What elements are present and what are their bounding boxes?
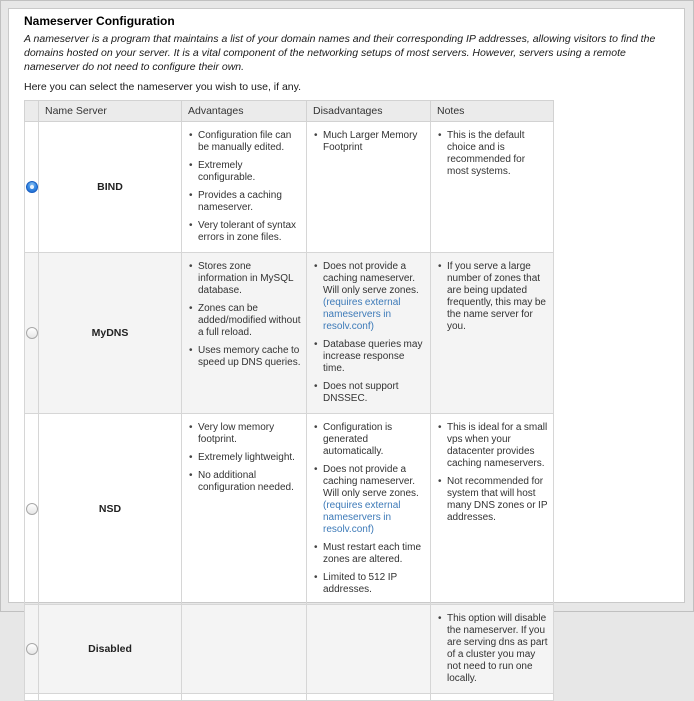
table-header-row xyxy=(25,101,554,122)
bullet-text: Does not support DNSSEC. xyxy=(323,381,399,404)
advantages-cell-disabled xyxy=(182,605,307,694)
radio-disabled[interactable] xyxy=(26,643,38,655)
bullet-text: No additional configuration needed. xyxy=(198,470,294,493)
bullet-text: Zones can be added/modified without a full reload. xyxy=(198,303,301,338)
bullet-text: Extremely lightweight. xyxy=(198,452,295,463)
advantages-cell-mydns xyxy=(182,253,307,414)
bullet-item xyxy=(437,613,549,685)
bullet-item xyxy=(188,422,302,446)
nameserver-config-panel xyxy=(8,8,685,684)
bullet-item xyxy=(188,160,302,184)
notes-cell-nsd xyxy=(431,414,554,605)
radio-mydns[interactable] xyxy=(26,327,38,339)
bullet-text: Must restart each time zones are altered. xyxy=(323,542,422,565)
bullet-text: Extremely configurable. xyxy=(198,160,256,183)
nameserver-table xyxy=(24,100,554,701)
filler-cell xyxy=(25,694,39,701)
filler-cell xyxy=(39,694,182,701)
bullet-text: Limited to 512 IP addresses. xyxy=(323,572,397,595)
notes-cell-mydns xyxy=(431,253,554,414)
column-header-notes: Notes xyxy=(431,101,554,122)
disadvantages-cell-nsd xyxy=(307,414,431,605)
bullet-text: Configuration is generated automatically. xyxy=(323,422,393,457)
bullet-item xyxy=(437,476,549,524)
bullet-item xyxy=(188,303,302,339)
bullet-item xyxy=(313,339,426,375)
advantages-cell-nsd xyxy=(182,414,307,605)
column-header-name-server: Name Server xyxy=(39,101,182,122)
resolv-conf-link[interactable]: (requires external nameservers in resolv.conf) xyxy=(323,297,401,332)
filler-cell xyxy=(431,694,554,701)
bullet-item xyxy=(313,464,426,536)
filler-cell xyxy=(182,694,307,701)
bullet-text: This is ideal for a small vps when your datacenter provides caching nameservers. xyxy=(447,422,548,469)
advantages-cell-bind xyxy=(182,122,307,253)
radio-cell-disabled xyxy=(25,605,39,694)
bullet-item xyxy=(313,542,426,566)
bullet-text: Provides a caching nameserver. xyxy=(198,190,282,213)
nameserver-row-disabled xyxy=(25,605,554,694)
nameserver-name-bind: BIND xyxy=(39,122,182,253)
bullet-item xyxy=(188,190,302,214)
disadvantages-cell-disabled xyxy=(307,605,431,694)
bullet-text: Database queries may increase response time. xyxy=(323,339,423,374)
radio-bind-selected[interactable] xyxy=(26,181,38,193)
bullet-text: Does not provide a caching nameserver. Will only serve zones. xyxy=(323,464,419,499)
bullet-item xyxy=(313,572,426,596)
radio-cell-bind xyxy=(25,122,39,253)
bullet-item xyxy=(437,422,549,470)
radio-nsd[interactable] xyxy=(26,503,38,515)
table-filler-row xyxy=(25,694,554,701)
bullet-text: If you serve a large number of zones that are being updated frequently, this may be the name server for you. xyxy=(447,261,546,332)
nameserver-row-bind xyxy=(25,122,554,253)
radio-column-header xyxy=(25,101,39,122)
bullet-text: Does not provide a caching nameserver. Will only serve zones. xyxy=(323,261,419,296)
bullet-text: Very tolerant of syntax errors in zone files. xyxy=(198,220,297,243)
disadvantages-cell-mydns xyxy=(307,253,431,414)
bullet-text: This is the default choice and is recommended for most systems. xyxy=(447,130,526,177)
bullet-text: Configuration file can be manually edited. xyxy=(198,130,292,153)
radio-cell-mydns xyxy=(25,253,39,414)
bullet-item xyxy=(188,220,302,244)
bullet-text: Very low memory footprint. xyxy=(198,422,275,445)
bullet-text: Much Larger Memory Footprint xyxy=(323,130,418,153)
filler-cell xyxy=(307,694,431,701)
bullet-item xyxy=(313,130,426,154)
selection-instruction: Here you can select the nameserver you wish to use, if any. xyxy=(24,81,302,93)
nameserver-row-mydns xyxy=(25,253,554,414)
notes-cell-bind xyxy=(431,122,554,253)
nameserver-name-disabled: Disabled xyxy=(39,605,182,694)
page-description: A nameserver is a program that maintains a list of your domain names and their corresponding IP addresses, allowing visitors to find the domains hosted on your server. It is a vital component of the networking setups of most servers. However, servers using a remote nameserver do not need to configure their own. xyxy=(24,33,656,73)
radio-cell-nsd xyxy=(25,414,39,605)
bullet-item xyxy=(313,381,426,405)
nameserver-name-mydns: MyDNS xyxy=(39,253,182,414)
bullet-item xyxy=(437,130,549,178)
column-header-advantages: Advantages xyxy=(182,101,307,122)
bullet-item xyxy=(188,470,302,494)
bullet-item xyxy=(188,345,302,369)
bullet-item xyxy=(313,422,426,458)
bullet-item xyxy=(188,452,302,464)
bullet-item xyxy=(188,261,302,297)
bullet-item xyxy=(188,130,302,154)
resolv-conf-link[interactable]: (requires external nameservers in resolv.conf) xyxy=(323,500,401,535)
notes-cell-disabled xyxy=(431,605,554,694)
bullet-item xyxy=(437,261,549,333)
bullet-text: Not recommended for system that will host many DNS zones or IP addresses. xyxy=(447,476,548,523)
nameserver-row-nsd xyxy=(25,414,554,605)
bullet-item xyxy=(313,261,426,333)
column-header-disadvantages: Disadvantages xyxy=(307,101,431,122)
bullet-text: Stores zone information in MySQL database. xyxy=(198,261,294,296)
bullet-text: This option will disable the nameserver. If you are serving dns as part of a cluster you may not need to run one locally. xyxy=(447,613,548,684)
nameserver-name-nsd: NSD xyxy=(39,414,182,605)
bullet-text: Uses memory cache to speed up DNS queries. xyxy=(198,345,301,368)
page-title: Nameserver Configuration xyxy=(24,14,175,28)
disadvantages-cell-bind xyxy=(307,122,431,253)
